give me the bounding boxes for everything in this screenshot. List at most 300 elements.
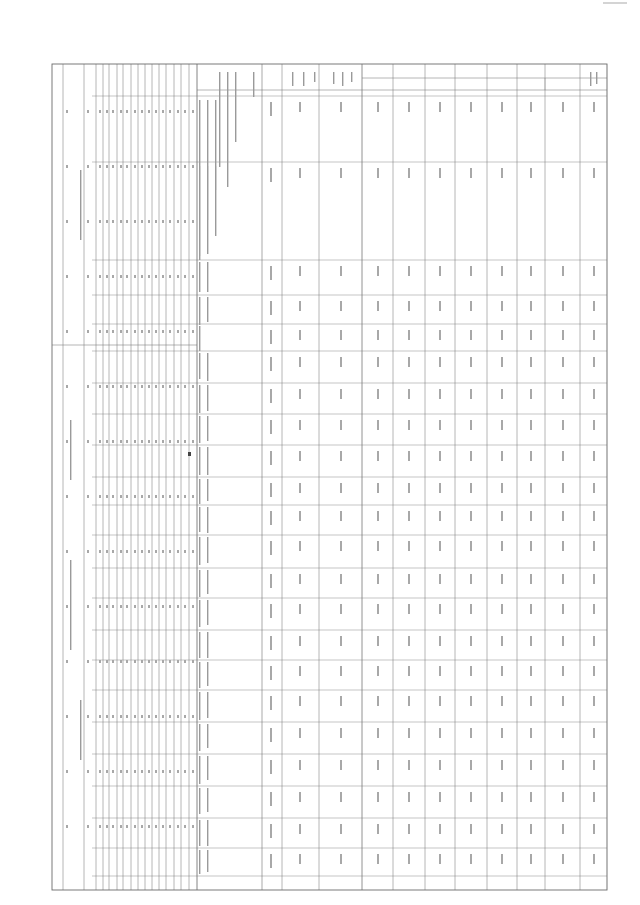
value-cell-4-19: [501, 792, 503, 802]
value-cell-7-2: [593, 266, 595, 276]
code-cell-mark-5-9: [120, 605, 122, 608]
code-cell-mark-11-2: [162, 220, 164, 223]
value-cell-3-4: [470, 330, 472, 340]
code-cell-mark-4-11: [112, 715, 114, 718]
code-cell-mark-4-0: [112, 110, 114, 113]
value-cell-1-10: [408, 511, 410, 521]
page-corner-mark: [603, 2, 627, 4]
code-cell-mark-11-11: [162, 715, 164, 718]
description-text-line-23: [199, 537, 200, 565]
baseline-cell-3: [340, 301, 342, 311]
column-header-text-9: [351, 72, 352, 82]
description-text-line-28: [207, 600, 208, 625]
code-cell-mark-13-1: [177, 165, 179, 168]
value-cell-0-4: [377, 330, 379, 340]
column-header-text-5: [303, 72, 304, 86]
value-cell-0-18: [377, 760, 379, 770]
column-header-text-4: [292, 72, 293, 86]
code-cell-mark-12-6: [169, 440, 171, 443]
value-cell-6-3: [562, 301, 564, 311]
code-cell-mark-4-12: [112, 770, 114, 773]
code-cell-mark-6-4: [126, 330, 128, 333]
code-cell-mark-8-5: [141, 385, 143, 388]
value-cell-6-4: [562, 330, 564, 340]
code-cell-mark-0-3: [66, 275, 68, 278]
value-cell-5-6: [530, 389, 532, 399]
code-cell-mark-5-8: [120, 550, 122, 553]
value-cell-1-16: [408, 696, 410, 706]
code-cell-mark-0-5: [66, 385, 68, 388]
description-text-line-5: [215, 166, 216, 236]
value-cell-7-3: [593, 301, 595, 311]
code-cell-mark-15-2: [192, 220, 194, 223]
description-text-line-19: [199, 479, 200, 504]
column-header-text-3: [253, 72, 254, 97]
description-text-line-8: [199, 297, 200, 325]
value-cell-4-3: [501, 301, 503, 311]
description-text-line-44: [207, 850, 208, 872]
description-text-line-6: [199, 262, 200, 292]
column-header-text-6: [314, 72, 315, 82]
code-cell-mark-12-3: [169, 275, 171, 278]
code-cell-mark-8-8: [141, 550, 143, 553]
code-cell-mark-10-1: [155, 165, 157, 168]
code-cell-mark-2-6: [99, 440, 101, 443]
description-text-line-29: [199, 632, 200, 658]
code-cell-mark-14-3: [184, 275, 186, 278]
value-cell-6-11: [562, 541, 564, 551]
description-text-line-30: [207, 632, 208, 658]
value-cell-7-5: [593, 357, 595, 367]
code-cell-mark-8-9: [141, 605, 143, 608]
code-cell-mark-14-11: [184, 715, 186, 718]
code-cell-mark-7-0: [134, 110, 136, 113]
code-cell-mark-1-7: [87, 495, 89, 498]
value-cell-3-10: [470, 511, 472, 521]
code-cell-mark-0-11: [66, 715, 68, 718]
code-cell-mark-8-13: [141, 825, 143, 828]
value-cell-5-4: [530, 330, 532, 340]
code-cell-mark-1-9: [87, 605, 89, 608]
value-cell-5-12: [530, 574, 532, 584]
code-cell-mark-3-11: [106, 715, 108, 718]
value-cell-4-14: [501, 636, 503, 646]
value-cell-3-8: [470, 451, 472, 461]
code-cell-mark-6-12: [126, 770, 128, 773]
value-cell-6-5: [562, 357, 564, 367]
description-text-line-4: [207, 166, 208, 254]
baseline-cell-6: [340, 389, 342, 399]
value-cell-4-9: [501, 483, 503, 493]
code-cell-mark-14-2: [184, 220, 186, 223]
code-cell-mark-8-6: [141, 440, 143, 443]
code-cell-mark-10-3: [155, 275, 157, 278]
code-cell-mark-10-7: [155, 495, 157, 498]
value-cell-6-17: [562, 728, 564, 738]
code-cell-mark-5-11: [120, 715, 122, 718]
value-cell-3-0: [470, 102, 472, 112]
value-cell-0-7: [377, 420, 379, 430]
value-cell-1-0: [408, 102, 410, 112]
code-cell-mark-2-0: [99, 110, 101, 113]
description-text-line-18: [207, 447, 208, 475]
description-text-line-21: [199, 507, 200, 532]
status-cell-9: [299, 483, 301, 493]
code-cell-mark-14-1: [184, 165, 186, 168]
value-cell-3-16: [470, 696, 472, 706]
value-cell-0-2: [377, 266, 379, 276]
code-cell-mark-9-11: [148, 715, 150, 718]
code-cell-mark-6-3: [126, 275, 128, 278]
value-cell-2-11: [439, 541, 441, 551]
baseline-cell-8: [340, 451, 342, 461]
column-header-text-8: [342, 72, 343, 86]
baseline-cell-0: [340, 102, 342, 112]
description-text-line-26: [207, 570, 208, 594]
code-cell-mark-9-12: [148, 770, 150, 773]
baseline-cell-7: [340, 420, 342, 430]
value-cell-7-17: [593, 728, 595, 738]
value-cell-6-21: [562, 854, 564, 864]
value-cell-5-16: [530, 696, 532, 706]
code-cell-mark-5-13: [120, 825, 122, 828]
status-cell-8: [299, 451, 301, 461]
code-group-header-3: [80, 700, 81, 760]
value-cell-1-9: [408, 483, 410, 493]
value-cell-6-9: [562, 483, 564, 493]
code-cell-mark-3-2: [106, 220, 108, 223]
value-cell-1-8: [408, 451, 410, 461]
value-cell-4-21: [501, 854, 503, 864]
code-cell-mark-9-6: [148, 440, 150, 443]
baseline-cell-10: [340, 511, 342, 521]
baseline-cell-20: [340, 824, 342, 834]
code-cell-mark-9-13: [148, 825, 150, 828]
value-cell-3-1: [470, 168, 472, 178]
value-cell-3-6: [470, 389, 472, 399]
code-cell-mark-3-10: [106, 660, 108, 663]
value-cell-7-21: [593, 854, 595, 864]
value-cell-0-13: [377, 604, 379, 614]
value-cell-7-16: [593, 696, 595, 706]
code-group-header-2: [80, 170, 81, 240]
code-cell-mark-2-2: [99, 220, 101, 223]
code-cell-mark-2-4: [99, 330, 101, 333]
code-cell-mark-14-6: [184, 440, 186, 443]
code-cell-mark-8-12: [141, 770, 143, 773]
code-cell-mark-1-2: [87, 220, 89, 223]
code-cell-mark-12-7: [169, 495, 171, 498]
value-cell-7-18: [593, 760, 595, 770]
description-text-line-42: [207, 820, 208, 846]
code-cell-mark-6-6: [126, 440, 128, 443]
value-cell-5-8: [530, 451, 532, 461]
value-cell-7-0: [593, 102, 595, 112]
stray-dot: [188, 452, 191, 456]
column-header-text-11: [596, 72, 597, 84]
value-cell-0-8: [377, 451, 379, 461]
code-cell-mark-12-2: [169, 220, 171, 223]
code-cell-mark-1-13: [87, 825, 89, 828]
unit-cell-21: [270, 854, 272, 868]
code-cell-mark-12-12: [169, 770, 171, 773]
code-cell-mark-13-12: [177, 770, 179, 773]
baseline-cell-5: [340, 357, 342, 367]
value-cell-1-19: [408, 792, 410, 802]
baseline-cell-9: [340, 483, 342, 493]
value-cell-5-13: [530, 604, 532, 614]
code-cell-mark-15-10: [192, 660, 194, 663]
code-cell-mark-11-13: [162, 825, 164, 828]
baseline-cell-19: [340, 792, 342, 802]
code-cell-mark-15-4: [192, 330, 194, 333]
code-cell-mark-3-0: [106, 110, 108, 113]
status-cell-1: [299, 168, 301, 178]
code-cell-mark-2-1: [99, 165, 101, 168]
value-cell-4-20: [501, 824, 503, 834]
value-cell-0-20: [377, 824, 379, 834]
code-cell-mark-7-9: [134, 605, 136, 608]
code-cell-mark-0-6: [66, 440, 68, 443]
code-cell-mark-10-5: [155, 385, 157, 388]
status-cell-0: [299, 102, 301, 112]
code-cell-mark-1-8: [87, 550, 89, 553]
code-cell-mark-15-1: [192, 165, 194, 168]
value-cell-6-7: [562, 420, 564, 430]
value-cell-2-9: [439, 483, 441, 493]
code-cell-mark-4-5: [112, 385, 114, 388]
code-cell-mark-13-11: [177, 715, 179, 718]
code-cell-mark-8-3: [141, 275, 143, 278]
value-cell-5-7: [530, 420, 532, 430]
code-cell-mark-13-2: [177, 220, 179, 223]
status-cell-4: [299, 330, 301, 340]
value-cell-4-12: [501, 574, 503, 584]
code-cell-mark-8-7: [141, 495, 143, 498]
value-cell-3-14: [470, 636, 472, 646]
description-text-line-31: [199, 662, 200, 688]
code-cell-mark-7-5: [134, 385, 136, 388]
description-text-line-14: [207, 385, 208, 411]
code-cell-mark-11-3: [162, 275, 164, 278]
value-cell-6-20: [562, 824, 564, 834]
code-cell-mark-2-8: [99, 550, 101, 553]
status-cell-14: [299, 636, 301, 646]
code-cell-mark-14-5: [184, 385, 186, 388]
code-cell-mark-9-10: [148, 660, 150, 663]
code-cell-mark-9-8: [148, 550, 150, 553]
status-cell-3: [299, 301, 301, 311]
code-cell-mark-4-3: [112, 275, 114, 278]
code-cell-mark-3-5: [106, 385, 108, 388]
code-cell-mark-4-6: [112, 440, 114, 443]
code-cell-mark-1-12: [87, 770, 89, 773]
code-cell-mark-7-12: [134, 770, 136, 773]
code-cell-mark-9-9: [148, 605, 150, 608]
unit-cell-5: [270, 357, 272, 371]
value-cell-1-20: [408, 824, 410, 834]
value-cell-6-2: [562, 266, 564, 276]
unit-cell-17: [270, 728, 272, 742]
baseline-cell-18: [340, 760, 342, 770]
status-cell-20: [299, 824, 301, 834]
value-cell-2-3: [439, 301, 441, 311]
status-cell-7: [299, 420, 301, 430]
description-text-line-40: [207, 788, 208, 812]
unit-cell-18: [270, 760, 272, 774]
value-cell-6-12: [562, 574, 564, 584]
value-cell-4-0: [501, 102, 503, 112]
value-cell-2-15: [439, 666, 441, 676]
value-cell-5-11: [530, 541, 532, 551]
value-cell-6-19: [562, 792, 564, 802]
value-cell-5-10: [530, 511, 532, 521]
value-cell-7-13: [593, 604, 595, 614]
code-cell-mark-15-0: [192, 110, 194, 113]
value-cell-3-11: [470, 541, 472, 551]
baseline-cell-15: [340, 666, 342, 676]
value-cell-1-11: [408, 541, 410, 551]
code-cell-mark-14-8: [184, 550, 186, 553]
value-cell-3-18: [470, 760, 472, 770]
unit-cell-14: [270, 636, 272, 650]
description-text-line-17: [199, 447, 200, 475]
value-cell-1-12: [408, 574, 410, 584]
code-cell-mark-13-6: [177, 440, 179, 443]
code-cell-mark-2-7: [99, 495, 101, 498]
value-cell-2-12: [439, 574, 441, 584]
value-cell-6-18: [562, 760, 564, 770]
description-text-line-38: [207, 756, 208, 780]
value-cell-1-7: [408, 420, 410, 430]
value-cell-3-13: [470, 604, 472, 614]
value-cell-7-6: [593, 389, 595, 399]
value-cell-1-15: [408, 666, 410, 676]
description-text-line-22: [207, 507, 208, 533]
value-cell-0-15: [377, 666, 379, 676]
value-cell-3-7: [470, 420, 472, 430]
code-cell-mark-11-6: [162, 440, 164, 443]
code-cell-mark-5-1: [120, 165, 122, 168]
value-cell-5-3: [530, 301, 532, 311]
code-cell-mark-14-13: [184, 825, 186, 828]
code-cell-mark-14-0: [184, 110, 186, 113]
value-cell-3-9: [470, 483, 472, 493]
code-group-header-0: [70, 420, 71, 480]
code-cell-mark-2-10: [99, 660, 101, 663]
code-cell-mark-4-10: [112, 660, 114, 663]
code-cell-mark-4-8: [112, 550, 114, 553]
description-text-line-20: [207, 479, 208, 501]
value-cell-2-5: [439, 357, 441, 367]
unit-cell-15: [270, 666, 272, 680]
value-cell-4-11: [501, 541, 503, 551]
value-cell-0-17: [377, 728, 379, 738]
code-cell-mark-8-10: [141, 660, 143, 663]
value-cell-7-14: [593, 636, 595, 646]
code-cell-mark-6-0: [126, 110, 128, 113]
description-text-line-7: [207, 262, 208, 292]
value-cell-7-7: [593, 420, 595, 430]
code-cell-mark-0-10: [66, 660, 68, 663]
value-cell-5-0: [530, 102, 532, 112]
value-cell-1-13: [408, 604, 410, 614]
value-cell-1-1: [408, 168, 410, 178]
code-cell-mark-0-2: [66, 220, 68, 223]
code-cell-mark-3-3: [106, 275, 108, 278]
value-cell-7-11: [593, 541, 595, 551]
description-text-line-32: [207, 662, 208, 686]
value-cell-6-8: [562, 451, 564, 461]
code-cell-mark-12-4: [169, 330, 171, 333]
code-cell-mark-15-11: [192, 715, 194, 718]
value-cell-7-10: [593, 511, 595, 521]
unit-cell-13: [270, 604, 272, 618]
unit-cell-12: [270, 574, 272, 588]
code-cell-mark-13-9: [177, 605, 179, 608]
baseline-cell-1: [340, 168, 342, 178]
code-cell-mark-10-13: [155, 825, 157, 828]
value-cell-5-15: [530, 666, 532, 676]
status-cell-10: [299, 511, 301, 521]
code-cell-mark-0-1: [66, 165, 68, 168]
description-text-line-12: [207, 353, 208, 381]
status-cell-15: [299, 666, 301, 676]
code-cell-mark-2-13: [99, 825, 101, 828]
code-cell-mark-6-9: [126, 605, 128, 608]
code-cell-mark-6-2: [126, 220, 128, 223]
description-text-line-36: [207, 724, 208, 748]
code-cell-mark-12-9: [169, 605, 171, 608]
value-cell-1-2: [408, 266, 410, 276]
value-cell-2-13: [439, 604, 441, 614]
value-cell-3-19: [470, 792, 472, 802]
status-cell-18: [299, 760, 301, 770]
unit-cell-1: [270, 168, 272, 182]
status-cell-6: [299, 389, 301, 399]
value-cell-2-21: [439, 854, 441, 864]
value-cell-7-4: [593, 330, 595, 340]
code-cell-mark-2-9: [99, 605, 101, 608]
value-cell-3-3: [470, 301, 472, 311]
description-text-line-27: [199, 600, 200, 627]
code-group-header-1: [70, 560, 71, 650]
code-cell-mark-7-2: [134, 220, 136, 223]
code-cell-mark-4-13: [112, 825, 114, 828]
column-header-text-10: [590, 72, 591, 86]
unit-cell-4: [270, 330, 272, 344]
code-cell-mark-1-1: [87, 165, 89, 168]
code-cell-mark-3-6: [106, 440, 108, 443]
description-text-line-25: [199, 570, 200, 597]
value-cell-2-10: [439, 511, 441, 521]
description-text-line-37: [199, 756, 200, 784]
code-cell-mark-11-1: [162, 165, 164, 168]
code-cell-mark-8-4: [141, 330, 143, 333]
description-text-line-39: [199, 788, 200, 814]
value-cell-7-12: [593, 574, 595, 584]
value-cell-2-1: [439, 168, 441, 178]
code-cell-mark-1-3: [87, 275, 89, 278]
value-cell-1-4: [408, 330, 410, 340]
code-cell-mark-11-0: [162, 110, 164, 113]
value-cell-4-10: [501, 511, 503, 521]
value-cell-6-1: [562, 168, 564, 178]
baseline-cell-4: [340, 330, 342, 340]
value-cell-3-15: [470, 666, 472, 676]
unit-cell-10: [270, 511, 272, 525]
value-cell-7-9: [593, 483, 595, 493]
